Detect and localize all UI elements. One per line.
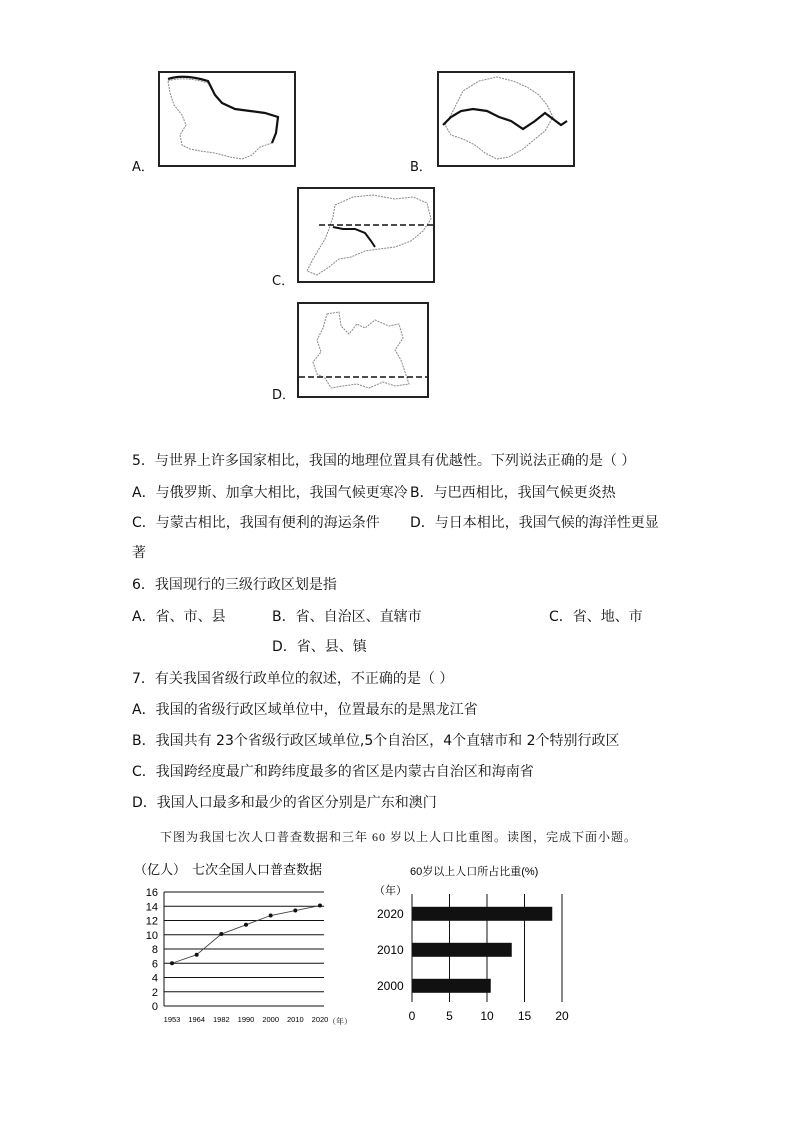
bar-chart-category-label: 2020 [377,906,404,921]
bar-chart-xtick-label: 5 [446,1009,453,1023]
question-7-option-a[interactable]: A．我国的省级行政区域单位中，位置最东的是黑龙江省 [132,702,478,718]
line-chart-xtick-label: 2020 [311,1015,329,1024]
population-data-point [219,932,223,936]
map-a-label[interactable]: A． [132,160,154,175]
question-5-option-c[interactable]: C．与蒙古相比，我国有便利的海运条件 [132,515,380,531]
line-chart-ylabel: （亿人） [134,862,187,877]
question-6-option-a[interactable]: A．省、市、县 [132,609,226,625]
line-chart-xtick-label: 1982 [212,1015,230,1024]
bar-chart-category-label: 2010 [377,942,404,957]
river-province-outline-icon [439,73,573,165]
yunnan-outline-icon [299,304,427,396]
line-chart-xtick-label: 1953 [163,1015,181,1024]
question-5-option-a[interactable]: A．与俄罗斯、加拿大相比，我国气候更寒冷 [132,485,408,501]
question-5-option-b[interactable]: B．与巴西相比，我国气候更炎热 [410,485,616,501]
line-chart-ytick-label: 2 [151,986,158,999]
line-chart-ytick-label: 8 [151,944,158,956]
map-c-label[interactable]: C． [272,274,295,289]
bar-chart-ylabel: （年） [374,885,407,897]
line-chart-xtick-label: 1990 [237,1015,255,1024]
population-data-point [195,953,199,957]
question-5-option-d-wrap: 著 [132,545,146,561]
map-d-label[interactable]: D． [272,388,296,403]
bar-chart-category-label: 2000 [377,978,404,993]
map-option-c-frame [297,187,435,283]
line-chart-ytick-label: 16 [145,887,158,899]
population-data-point [170,961,174,965]
bar-chart-xtick-label: 15 [517,1009,532,1023]
bar-chart-xtick-label: 10 [480,1009,494,1023]
line-chart-ytick-label: 0 [151,1001,158,1013]
question-5-stem: 5．与世界上许多国家相比，我国的地理位置具有优越性。下列说法正确的是（ ） [132,453,636,469]
question-7-option-c[interactable]: C．我国跨经度最广和跨纬度最多的省区是内蒙古自治区和海南省 [132,764,534,780]
population-line-chart [134,856,380,1028]
figure-intro-caption: 下图为我国七次人口普查数据和三年 60 岁以上人口比重图。读图，完成下面小题。 [160,830,638,844]
elderly-ratio-bar [412,979,491,993]
population-data-point [244,923,248,927]
line-chart-xtick-label: 1964 [188,1015,206,1024]
line-chart-xtick-label: 2000 [262,1015,280,1024]
heilongjiang-outline-icon [160,73,294,165]
map-option-d-frame [297,302,429,398]
question-7-option-b[interactable]: B．我国共有 23个省级行政区域单位,5个自治区，4个直辖市和 2个特别行政区 [132,733,620,749]
guangdong-outline-icon [299,189,433,281]
line-chart-ytick-label: 12 [145,915,158,928]
question-5-option-d[interactable]: D．与日本相比，我国气候的海洋性更显 [410,515,659,531]
line-chart-xlabel: （年） [328,1017,352,1026]
population-data-point [269,914,273,918]
line-chart-ytick-label: 10 [145,929,158,942]
question-7-stem: 7．有关我国省级行政单位的叙述，不正确的是（ ） [132,671,454,687]
question-6-option-b[interactable]: B．省、自治区、直辖市 [272,609,422,625]
question-6-stem: 6．我国现行的三级行政区划是指 [132,577,337,593]
line-chart-xtick-label: 2010 [286,1015,304,1024]
map-b-label[interactable]: B． [410,160,432,175]
line-chart-ytick-label: 6 [151,958,158,971]
elderly-ratio-bar [412,943,512,957]
bar-chart-title: 60岁以上人口所占比重(%) [410,866,539,878]
elderly-ratio-bar [412,907,552,921]
bar-chart-xtick-label: 0 [408,1009,416,1023]
line-chart-ytick-label: 4 [151,972,158,985]
elderly-ratio-bar-chart [374,856,594,1028]
population-data-point [318,904,322,908]
question-6-option-c[interactable]: C．省、地、市 [549,609,643,625]
line-chart-ytick-label: 14 [145,901,158,914]
map-option-b-frame [437,71,575,167]
map-option-a-frame [158,71,296,167]
bar-chart-xtick-label: 20 [555,1009,569,1023]
question-7-option-d[interactable]: D．我国人口最多和最少的省区分别是广东和澳门 [132,795,437,811]
question-6-option-d[interactable]: D．省、县、镇 [272,639,367,655]
population-data-point [293,909,297,913]
line-chart-title: 七次全国人口普查数据 [192,862,323,877]
